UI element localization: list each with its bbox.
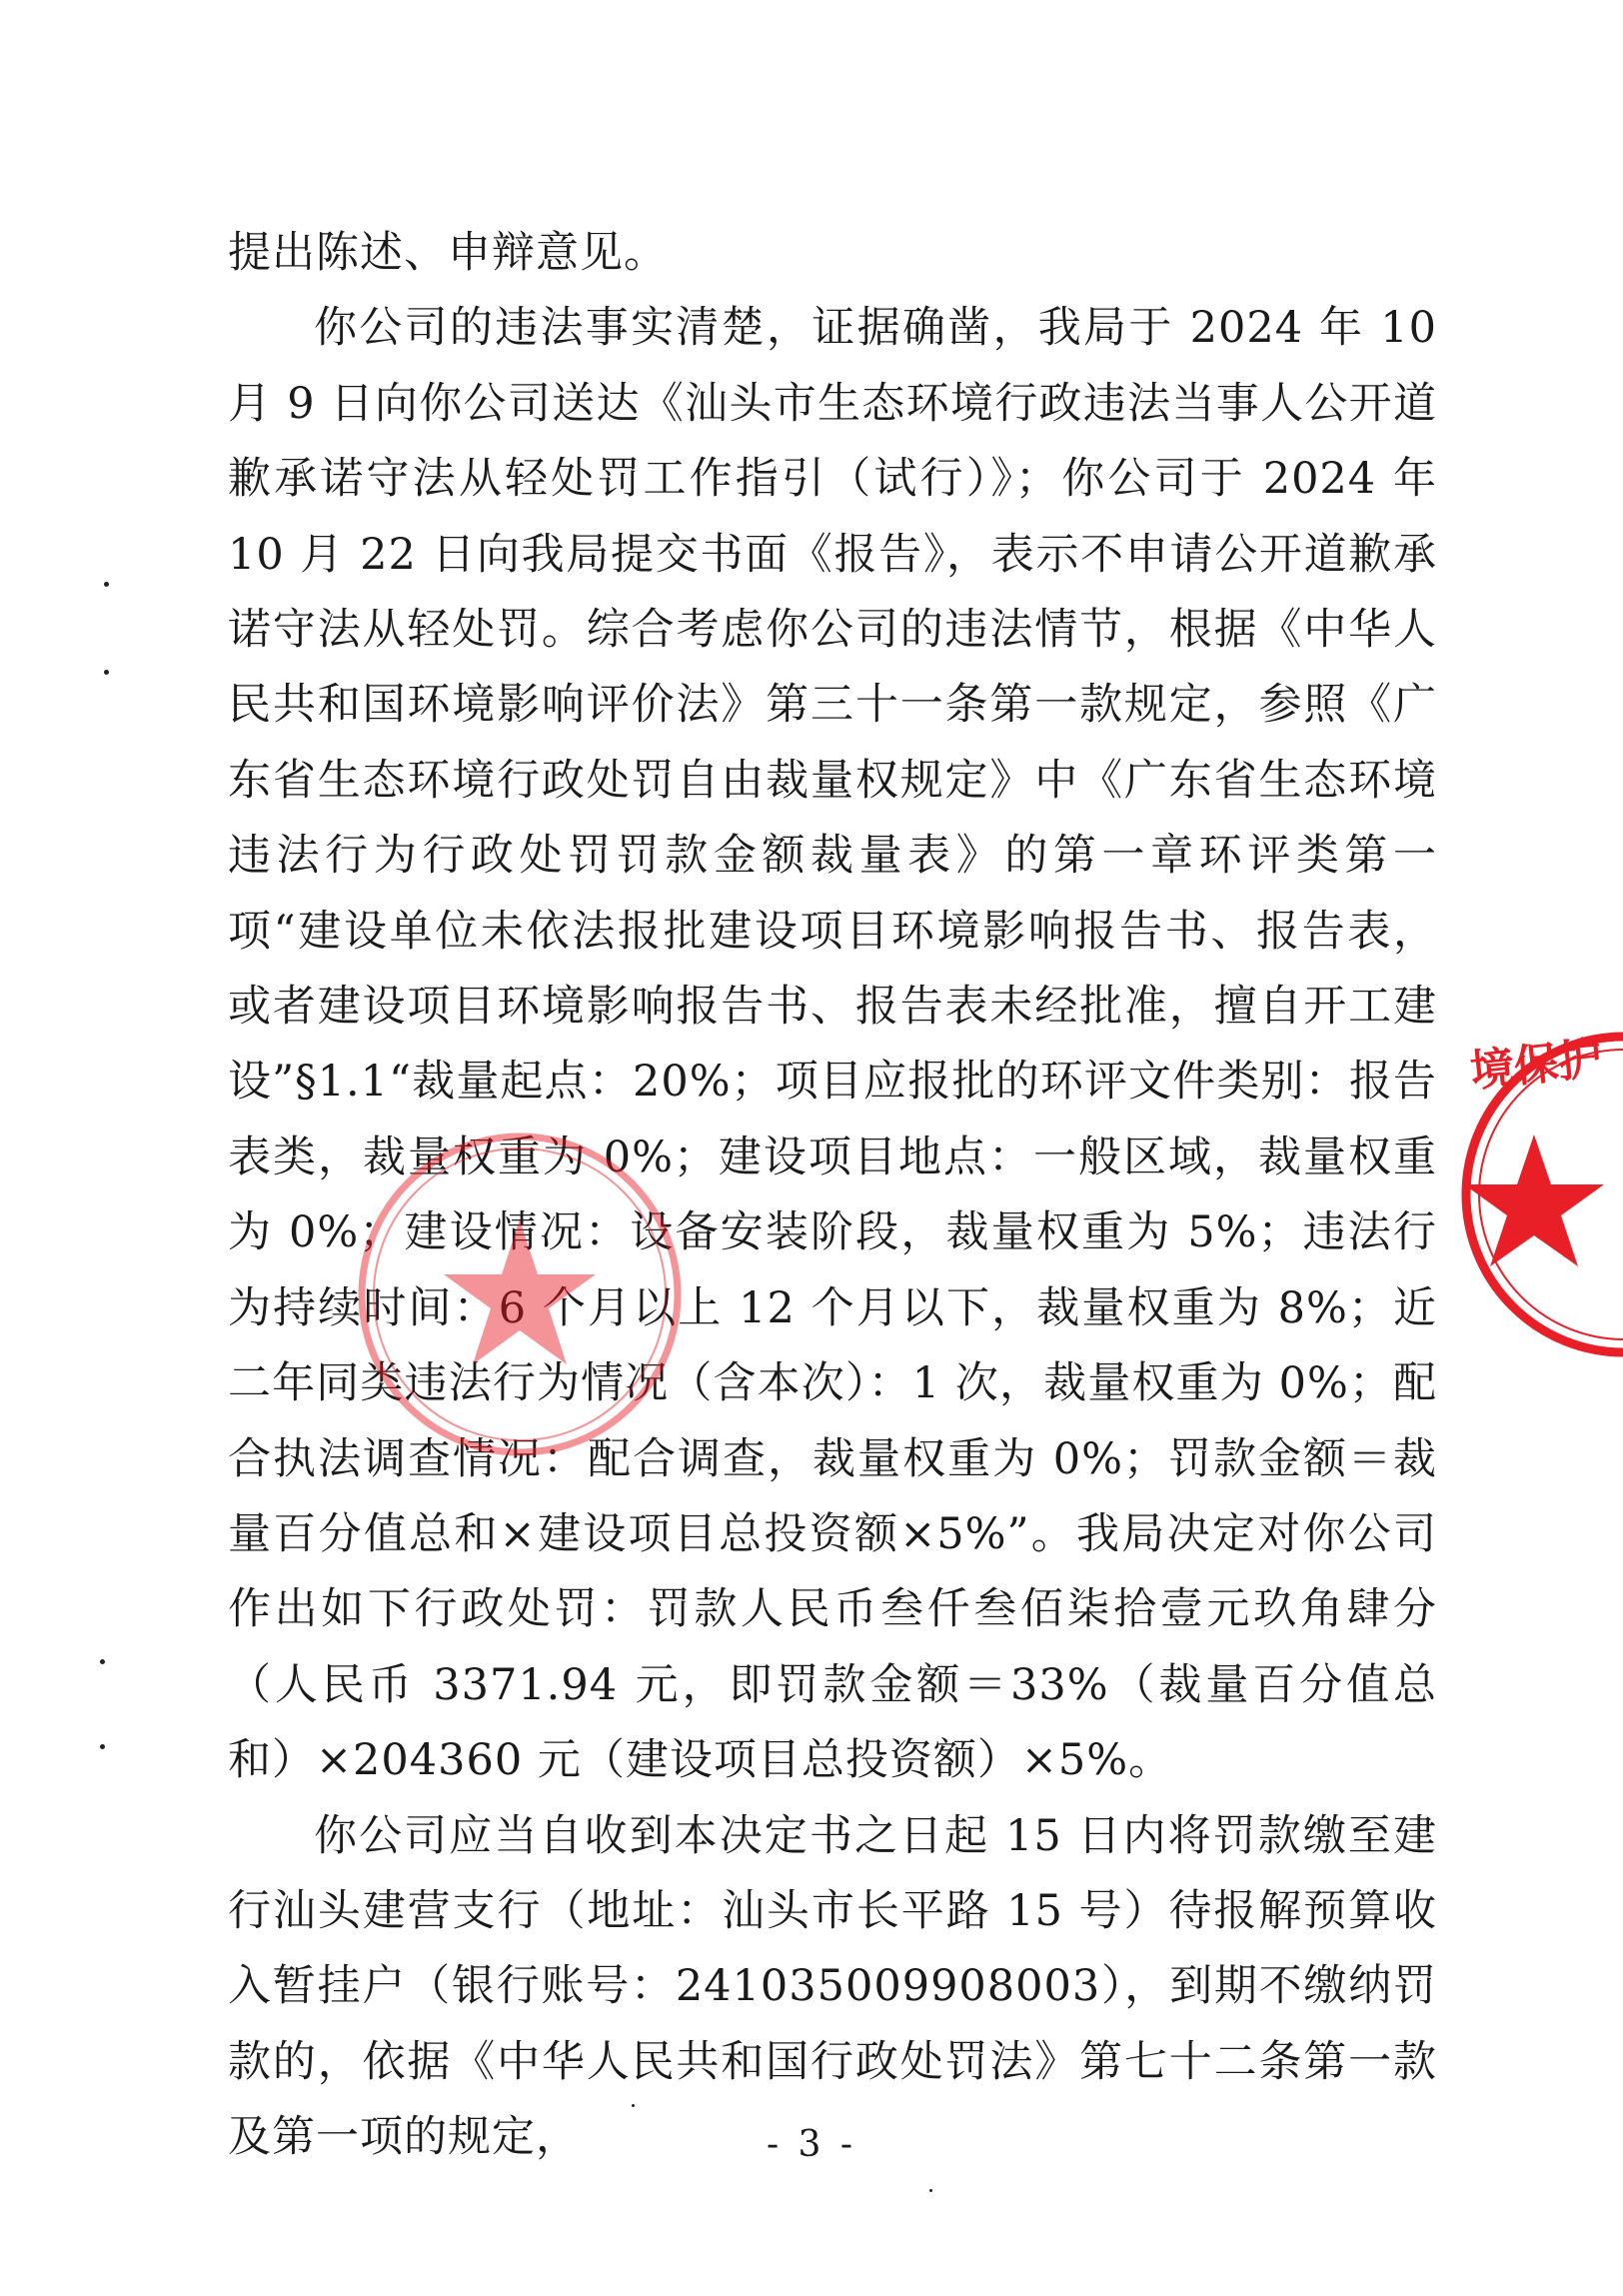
scan-speck: [100, 1659, 105, 1664]
paragraph-continuation: 提出陈述、申辩意见。: [228, 228, 668, 278]
paragraph-payment-instructions: 你公司应当自收到本决定书之日起 15 日内将罚款缴至建行汕头建营支行（地址：汕头市长平路 15 号）待报解预算收入暂挂户（银行账号：241035009908003），到期不缴纳罚款的，依据《中华人民共和国行政处罚法》第七十二条第一款及第一项的规定，: [228, 1810, 1437, 2163]
official-seal: [1454, 1025, 1623, 1364]
page-number: - 3 -: [766, 2124, 857, 2165]
scan-speck: [632, 2104, 635, 2107]
paragraph-penalty-decision: 你公司的违法事实清楚，证据确凿，我局于 2024 年 10 月 9 日向你公司送达《汕头市生态环境行政违法当事人公开道歉承诺守法从轻处罚工作指引（试行）》；你公司于 2024 年 10 月 22 日向我局提交书面《报告》，表示不申请公开道歉承诺守法从轻处罚。综合考虑你公司的违法情节，根据《中华人民共和国环境影响评价法》第三十一条第一款规定，参照《广东省生态环境行政处罚自由裁量权规定》中《广东省生态环境违法行为行政处罚罚款金额裁量表》的第一章环评类第一项“建设单位未依法报批建设项目环境影响报告书、报告表，或者建设项目环境影响报告书、报告表未经批准，擅自开工建设”§1.1“裁量起点：20%；项目应报批的环评文件类别：报告表类，裁量权重为 0%；建设项目地点：一般区域，裁量权重为 0%；建设情况：设备安装阶段，裁量权重为 5%；违法行为持续时间：6 个月以上 12 个月以下，裁量权重为 8%；近二年同类违法行为情况（含本次）：1 次，裁量权重为 0%；配合执法调查情况：配合调查，裁量权重为 0%；罚款金额＝裁量百分值总和×建设项目总投资额×5%”。我局决定对你公司作出如下行政处罚：罚款人民币叁仟叁佰柒拾壹元玖角肆分（人民币 3371.94 元，即罚款金额＝33%（裁量百分值总和）×204360 元（建设项目总投资额）×5%。: [228, 303, 1437, 1786]
document-body: [228, 216, 1437, 2176]
scan-speck: [929, 2189, 932, 2192]
seal-star-icon: [1464, 1135, 1604, 1266]
scan-speck: [104, 670, 109, 675]
seal-text: 境保护: [1467, 1034, 1605, 1097]
scan-speck: [100, 1744, 105, 1749]
scan-speck: [104, 582, 109, 587]
